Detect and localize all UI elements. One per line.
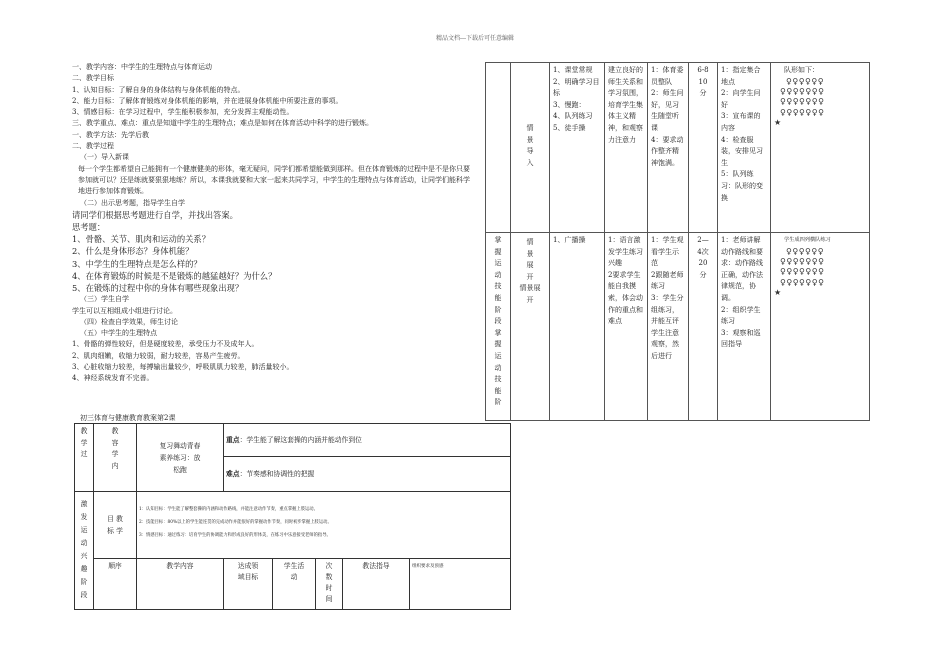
text-line: （五）中学生的生理特点	[80, 329, 157, 338]
goals-list	[137, 492, 511, 559]
cell-activity: 1：体育委员整队 2：师生问好，见习生随堂听课 4：要求动作整齐精神饱满。	[648, 63, 689, 233]
column-header: 次 数 时 间	[316, 559, 343, 610]
formation-row: ♀♀♀♀♀♀♀	[780, 267, 825, 277]
column-header-row	[75, 559, 511, 610]
goal-label: 目 教 标 学	[94, 492, 137, 559]
text-line: 3、情感目标：在学习过程中，学生能积极参加，充分发挥主观能动性。	[72, 108, 294, 117]
column-header: 顺序	[94, 559, 137, 610]
cell-organization	[771, 233, 870, 421]
cell-method: 1：老师讲解动作路线和要求：动作路线正确，动作法律规范，协调。 2：组织学生练习 3：观察和巡回指导	[718, 233, 771, 421]
column-header: 教法指导	[343, 559, 410, 610]
text-line: 3、心脏收缩力较差，每搏输出量较少，呼吸肌肌力较差，肺活量较小。	[72, 363, 294, 372]
text-line: 请同学们根据思考题进行自学，并找出答案。	[72, 209, 238, 220]
cell-method: 1：指定集合地点 2：向学生问好 3：宣布课的内容 4：检查服装，安排见习生 5：队列练习：队形的变换	[718, 63, 771, 233]
formation-row: ♀♀♀♀♀♀♀	[780, 107, 825, 117]
goal-item: 1：认知目标：学生能了解整套操的内涵和动作路线，并能注意动作节奏，重点掌握上肢运动。	[139, 506, 318, 512]
activity-table	[485, 62, 870, 421]
activity-row	[486, 63, 870, 233]
activity-row	[486, 233, 870, 421]
process-label: 教 学 过	[75, 424, 94, 492]
cell-stage	[486, 63, 511, 233]
difficulty-point: 难点：节奏感和协调性的把握	[224, 457, 511, 492]
column-header: 学生活 动	[273, 559, 316, 610]
cell-time: 2— 4次 20 分	[689, 233, 718, 421]
formation-row: ♀♀♀♀♀♀♀	[780, 257, 825, 266]
text-line: 二、教学过程	[72, 142, 114, 151]
cell-organization	[771, 63, 870, 233]
cell-activity: 1：学生观看学生示范 2跟随老师练习 3：学生分组练习，并能互评学生注意观察，然后进行	[648, 233, 689, 421]
formation-row: ♀♀♀♀♀♀♀	[780, 277, 825, 287]
text-line: （二）出示思考题，指导学生自学	[80, 198, 185, 207]
text-line: 1、认知目标：了解自身的身体结构与身体机能的特点。	[72, 85, 245, 94]
formation-diagram	[774, 77, 866, 129]
cell-content: 1、广播操	[550, 233, 605, 421]
cell-goal: 建立良好的师生关系和学习氛围，培育学生集体主义精神，和观察力注意力	[605, 63, 648, 233]
text-line: （三）学生自学	[80, 295, 129, 304]
cell-content: 1、课堂常规 2、明确学习目标 3、慢跑： 4、队列练习 5、徒手操	[550, 63, 605, 233]
text-line: 2、肌肉细嫩，收缩力较弱，耐力较差，容易产生疲劳。	[72, 351, 245, 360]
page-header: 精品文档---下载后可任意编辑	[435, 35, 515, 42]
formation-row: ♀♀♀♀♀♀	[786, 246, 825, 256]
text-line: 2、能力目标：了解体育锻炼对身体机能的影响，并在进展身体机能中所要注意的事项。	[72, 96, 343, 105]
cell-goal: 1：语言激发学生练习兴趣 2要求学生能自我摸索，体会动作的重点和难点	[605, 233, 648, 421]
formation-row: ♀♀♀♀♀♀♀	[780, 97, 825, 107]
text-line: 二、教学目标	[72, 74, 114, 83]
organization-title: 队形如下：	[784, 66, 819, 74]
text-line: 学生可以互相组成小组进行讨论。	[72, 306, 177, 315]
text-line: 4、神经系统发育不完善。	[72, 374, 154, 383]
text-line: （四）检查自学效果，师生讨论	[80, 317, 178, 326]
text-line: 一、教学方法：先学后教	[72, 130, 149, 139]
star-icon: ★	[774, 288, 782, 298]
stage-label: 激 发 运 动 兴 趣 阶 段	[75, 492, 94, 610]
lesson-plan-text	[72, 62, 472, 385]
text-line: 4、在体育锻炼的时候是不是锻炼的越猛越好？为什么？	[72, 270, 277, 281]
cell-name: 情 景 展 开 情景展 开	[511, 233, 550, 421]
text-line: 1、骨骼的弹性较好，但是硬度较差，承受压力不及成年人。	[72, 340, 259, 349]
formation-row: ♀♀♀♀♀♀♀	[780, 87, 825, 96]
text-line: 三、教学重点、难点：重点是知道中学生的生理特点；难点是如何在体育活动中科学的进行锻炼。	[72, 119, 373, 128]
formation-row: ♀♀♀♀♀♀	[786, 76, 825, 86]
column-header: 教学内容	[137, 559, 224, 610]
organization-title: 学生成四列横队练习	[784, 237, 831, 243]
key-point: 重点：学生能了解这套操的内涵并能动作到位	[224, 424, 511, 457]
column-header: 组织要求及预感	[410, 559, 511, 610]
column-header: 达成领 域目标	[224, 559, 273, 610]
text-line: 2、什么是身体形态？身体机能？	[72, 246, 194, 257]
text-line: 每一个学生都希望自己能拥有一个健康健美的形体，毫无疑问，同学们都希望能做到那样。但在体育锻炼的过程中是不是你只要参加就可以？还是练就要狠狠地练？所以，本课我就要和大家一起来共同学习，中学生的生理特点与体育活动，让同学们能科学地进行参加体育锻炼。	[78, 164, 470, 196]
cell-time: 6-8 10 分	[689, 63, 718, 233]
formation-diagram	[774, 247, 866, 299]
text-line: 5、在锻炼的过程中你的身体有哪些现象出现？	[72, 283, 244, 294]
lesson-subtitle: 初三体育与健康教育教案第2课	[80, 414, 176, 422]
text-line: 3、中学生的生理特点是怎么样的？	[72, 258, 202, 269]
lesson-table	[74, 423, 511, 610]
star-icon: ★	[774, 118, 782, 128]
text-line: 思考题：	[72, 222, 106, 233]
content-value: 复习舞动青春 素养练习：放 松跑	[137, 424, 224, 492]
cell-name: 情 景 导 入	[511, 63, 550, 233]
content-label: 教 容 学 内	[94, 424, 137, 492]
text-line: 1、骨骼、关节、肌肉和运动的关系？	[72, 234, 211, 245]
goal-item: 3：情感目标：通过练习：培育学生的协调能力和形成良好的形体美，在练习中乐意接受老师的指导。	[139, 532, 331, 538]
cell-stage: 掌 握 运 动 技 能 阶 段 掌 握 运 动 技 能 阶	[486, 233, 511, 421]
goal-item: 2：技能目标：80%以上的学生能连贯的完成动作并能很好的掌握动作节奏，同时初步掌握上肢运动。	[139, 519, 332, 525]
text-line: （一）导入新课	[80, 153, 129, 162]
text-line: 一、教学内容：中学生的生理特点与体育运动	[72, 63, 212, 71]
